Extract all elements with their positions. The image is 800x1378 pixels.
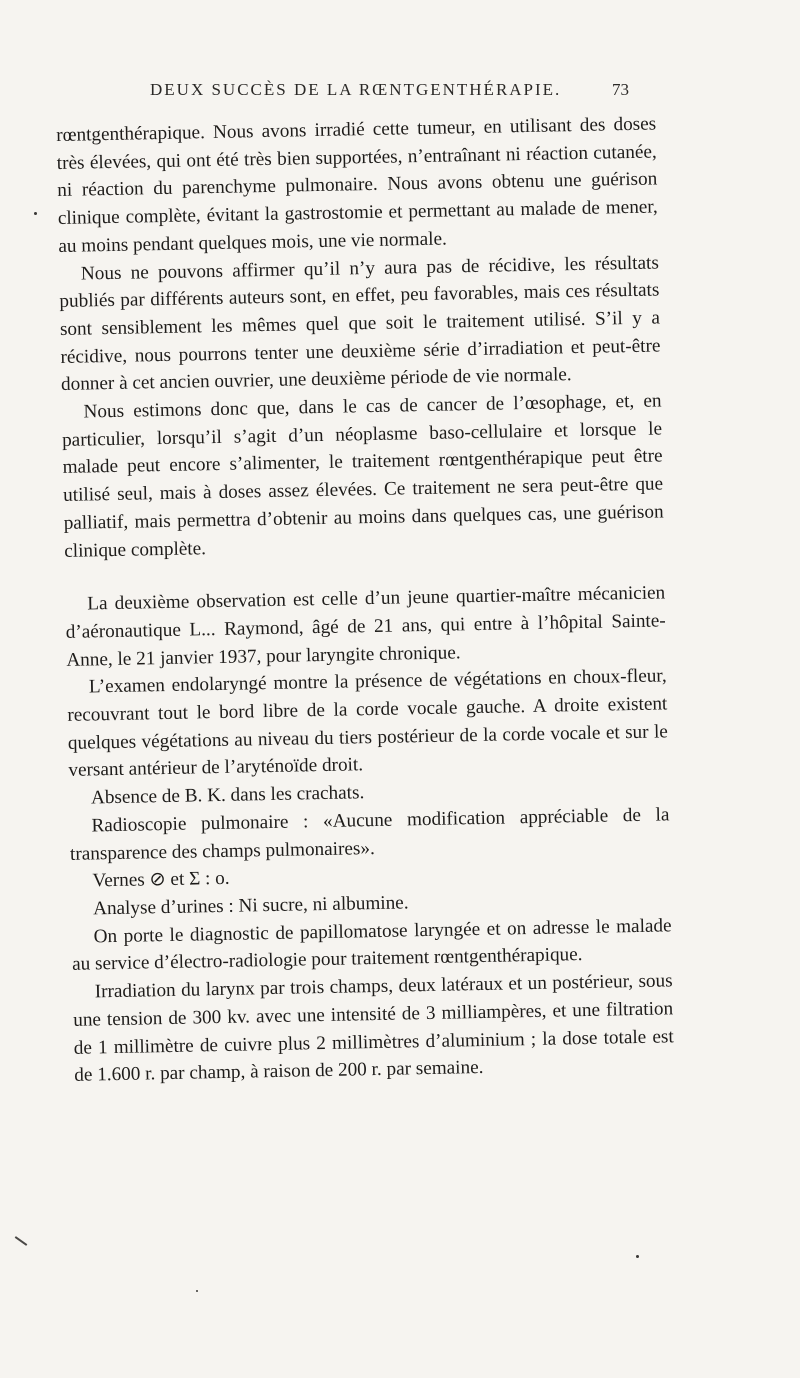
scan-speck xyxy=(636,1255,639,1258)
running-title: DEUX SUCCÈS DE LA RŒNTGENTHÉRAPIE. xyxy=(150,80,562,99)
paragraph-5: L’examen endolaryngé montre la présence de végétations en choux-fleur, recouvrant tout le bord libre de la corde vocale gauche. A droite existent quelques végétations au niveau du tiers postérieur de la corde vocale et sur le versant antérieur de l’aryténoïde droit. xyxy=(67,665,669,782)
paragraph-1: rœntgenthérapique. Nous avons irradié cette tumeur, en utilisant des doses très élevées, qui ont été très bien supportées, n’entraînant ni réaction cutanée, ni réaction du parenchyme pulmonaire. Nous avons obtenu une guérison clinique complète, évitant la gastrostomie et permettant au malade de mener, au moins pendant quelques mois, une vie normale. xyxy=(56,113,658,257)
paragraph-7: Radioscopie pulmonaire : «Aucune modification appréciable de la transparence des champs pulmonaires». xyxy=(69,804,670,865)
page-number: 73 xyxy=(612,80,629,99)
scan-speck xyxy=(196,1290,198,1292)
paragraph-2: Nous ne pouvons affirmer qu’il n’y aura pas de récidive, les résultats publiés par différents auteurs sont, en effet, peu favorables, mais ces résultats sont sensiblement les mêmes quel que soit le traitement utilisé. S’il y a récidive, nous pourrons tenter une deuxième série d’irradiation et peut-être donner à cet ancien ouvrier, une deuxième période de vie normale. xyxy=(59,251,661,396)
paragraph-4: La deuxième observation est celle d’un jeune quartier-maître mécanicien d’aéronautique L... Raymond, âgé de 21 ans, qui entre à l’hôpital Sainte-Anne, le 21 janvier 1937, pour laryngite chronique. xyxy=(65,582,666,671)
paragraph-10: On porte le diagnostic de papillomatose laryngée et on adresse le malade au service d’électro-radiologie pour traitement rœntgenthérapique. xyxy=(71,915,672,976)
paragraph-11: Irradiation du larynx par trois champs, deux latéraux et un postérieur, sous une tension de 300 kv. avec une intensité de 3 milliampères, et une filtration de 1 millimètre de cuivre plus 2 millimètres d’aluminium ; la dose totale est de 1.600 r. par champ, à raison de 200 r. par semaine. xyxy=(73,970,674,1087)
body-text xyxy=(56,110,674,1089)
scan-stroke xyxy=(15,1236,28,1246)
paragraph-3: Nous estimons donc que, dans le cas de cancer de l’œsophage, et, en particulier, lorsqu’il s’agit d’un néoplasme baso-cellulaire et lorsque le malade peut encore s’alimenter, le traitement rœntgenthérapique peut être utilisé seul, mais à doses assez élevées. Ce traitement ne sera peut-être que palliatif, mais permettra d’obtenir au moins dans quelques cas, une guérison clinique complète. xyxy=(61,390,664,562)
scan-speck xyxy=(34,212,37,215)
paragraph-8: Vernes ⊘ et Σ : o. xyxy=(92,868,230,892)
paragraph-6: Absence de B. K. dans les crachats. xyxy=(90,782,365,809)
paragraph-9: Analyse d’urines : Ni sucre, ni albumine. xyxy=(92,892,409,920)
